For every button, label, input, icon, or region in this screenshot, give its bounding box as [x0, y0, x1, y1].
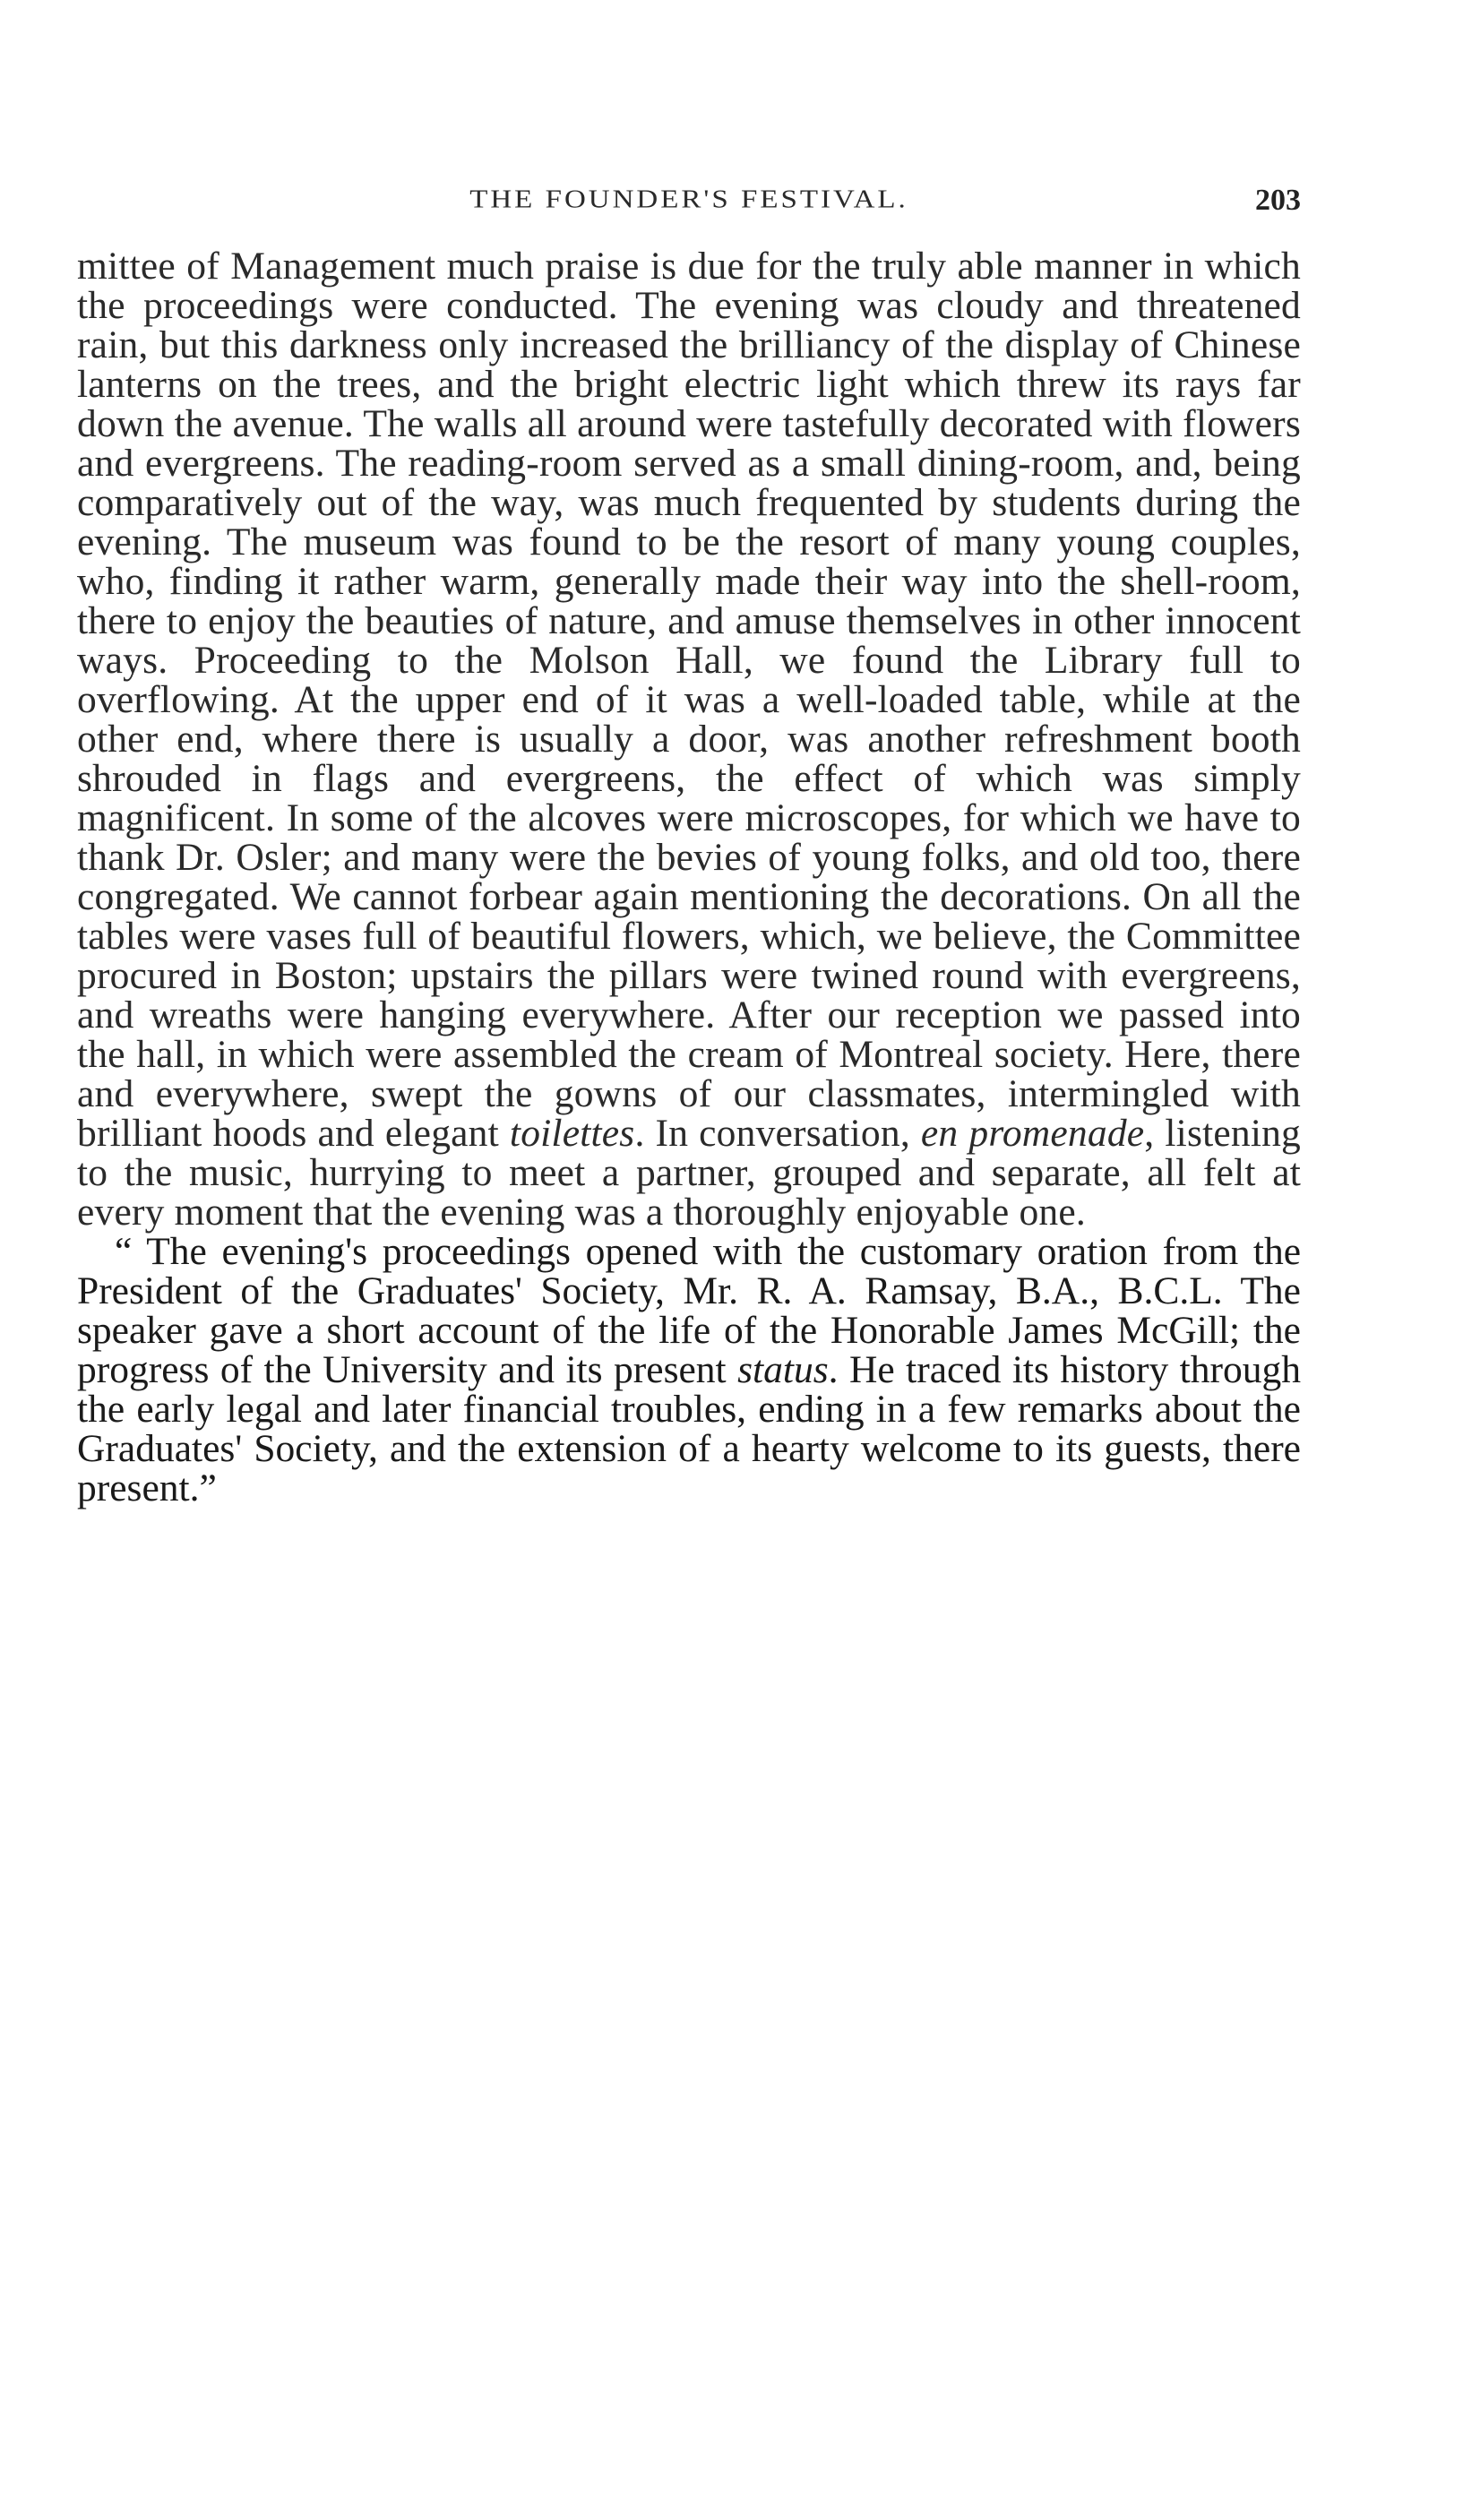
paragraph-1-text: mittee of Management much praise is due for the truly able manner in which the proceedings were conducted. The evening was cloudy and threatened rain, but this darkness only increased the brilliancy of the display of Chinese lanterns on the trees, and the bright electric light which threw its rays far down the avenue. The walls all around were tastefully decorated with flowers and evergreens. The reading-room served as a small dining-room, and, being comparatively out of the way, was much frequented by students during the evening. The museum was found to be the resort of many young couples, who, finding it rather warm, generally made their way into the shell-room, there to enjoy the beauties of nature, and amuse themselves in other innocent ways. Proceeding to the Molson Hall, we found the Library full to overflowing. At the upper end of it was a well-loaded table, while at the other end, where there is usually a door, was another refreshment booth shrouded in flags and evergreens, the effect of which was simply magnificent. In some of the alcoves were microscopes, for which we have to thank Dr. Osler; and many were the bevies of young folks, and old too, there congregated. We cannot forbear again mentioning the decorations. On all the tables were vases full of beautiful flowers, which, we believe, the Committee procured in Boston; upstairs the pillars were twined round with evergreens, and wreaths were hanging everywhere. After our reception we passed into the hall, in which were assembled the cream of Montreal society. Here, there and everywhere, swept the gowns of our classmates, intermingled with brilliant hoods and elegant — [77, 245, 1301, 1155]
paragraph-1-text-2: . In conversation, — [634, 1112, 921, 1155]
italic-en-promenade: en promenade — [920, 1112, 1145, 1155]
body-text — [77, 246, 1301, 1508]
paragraph-2 — [77, 1232, 1301, 1508]
paragraph-1 — [77, 246, 1301, 1232]
italic-toilettes: toilettes — [509, 1112, 635, 1155]
running-head — [77, 184, 1301, 228]
italic-status: status — [737, 1348, 829, 1391]
page-number: 203 — [1255, 184, 1301, 217]
paragraph-1-text-3: , listening to the music, hurrying to meet a partner, grouped and separate, all felt at every moment that the evening was a thoroughly enjoyable one. — [77, 1112, 1302, 1234]
paragraph-2-text: “ The evening's proceedings opened with the customary oration from the President of the Graduates' Society, Mr. R. A. Ramsay, B.A., B.C.L. The speaker gave a short account of the life of the Honorable James McGill; the progress of the University and its present — [77, 1230, 1301, 1391]
running-title: THE FOUNDER'S FESTIVAL. — [469, 185, 908, 214]
paragraph-2-text-2: . He traced its history through the early legal and later financial troubles, ending in a few remarks about the Graduates' Society, and the extension of a hearty welcome to its guests, there present.” — [77, 1348, 1301, 1509]
